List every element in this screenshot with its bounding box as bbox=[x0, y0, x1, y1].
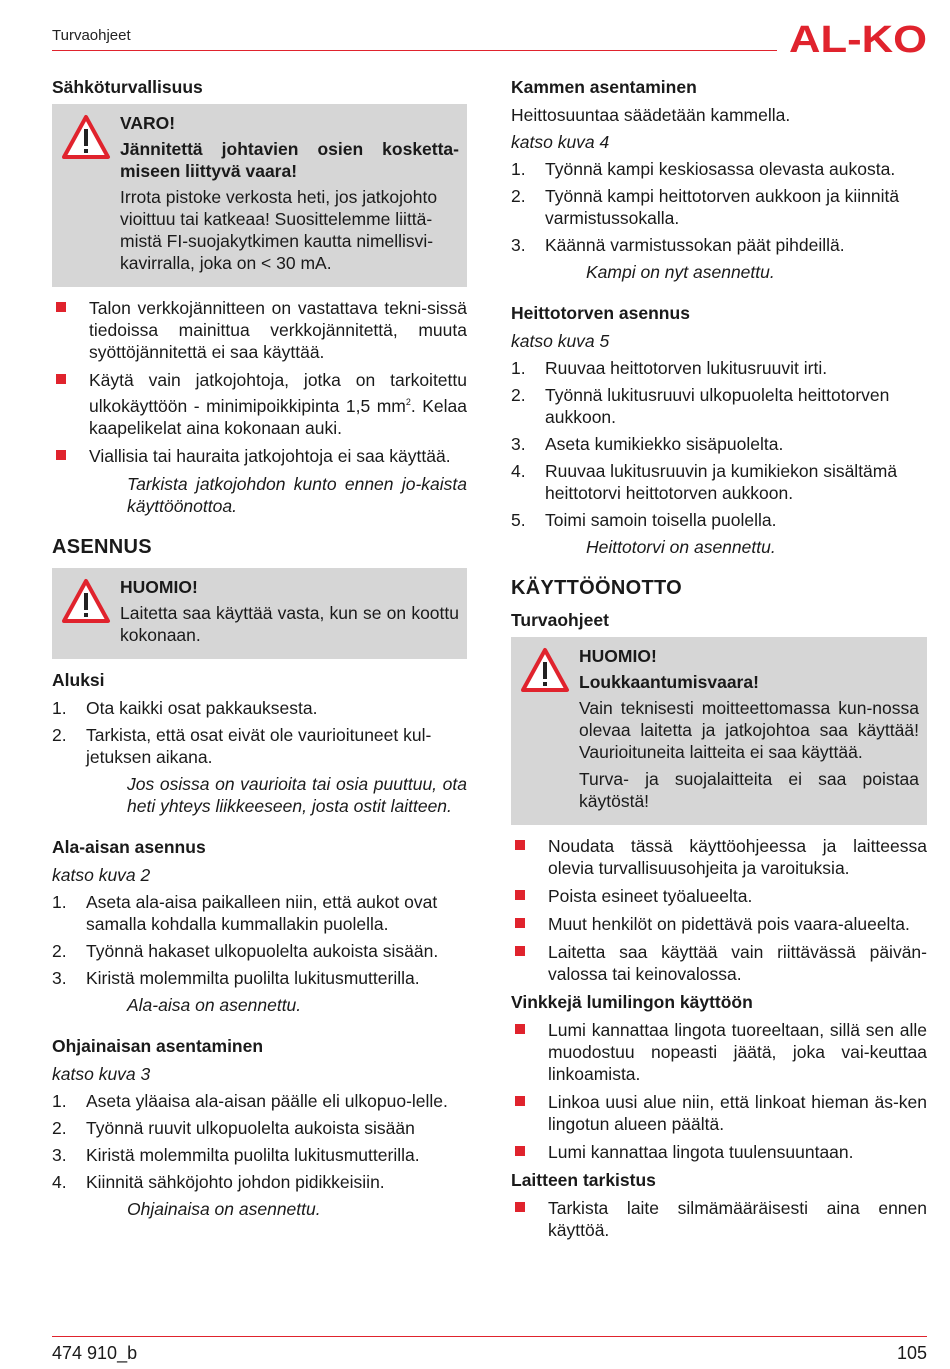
list-item: Noudata tässä käyttöohjeessa ja laitteessa olevia turvallisuusohjeita ja varoituksia. bbox=[511, 835, 927, 879]
warning-triangle-icon bbox=[520, 647, 570, 693]
list-item: 3. Käännä varmistussokan päät pihdeillä. bbox=[511, 235, 845, 255]
bullet-list-check bbox=[511, 1197, 927, 1241]
bullet-square-icon bbox=[515, 946, 525, 956]
warning-box-operation bbox=[511, 637, 927, 825]
figure-reference: katso kuva 3 bbox=[52, 1063, 151, 1084]
list-item: Poista esineet työalueelta. bbox=[511, 885, 927, 907]
header-divider bbox=[52, 50, 777, 51]
bullet-square-icon bbox=[515, 1202, 525, 1212]
warning-label: HUOMIO! bbox=[120, 576, 198, 597]
bullet-square-icon bbox=[515, 1096, 525, 1106]
warning-text: Irrota pistoke verkosta heti, jos jatkojohto vioittuu tai katkeaa! Suosittelemme liittä-mistä FI-suojakytkimen kautta nimellisvi-kavirralla, joka on < 30 mA. bbox=[120, 187, 438, 273]
list-item: 2. Työnnä lukitusruuvi ulkopuolelta heittotorven aukkoon. bbox=[511, 385, 890, 427]
list-item: Laitetta saa käyttää vain riittävässä päivän-valossa tai keinovalossa. bbox=[511, 941, 927, 985]
list-item: Tarkista laite silmämääräisesti aina ennen käyttöä. bbox=[511, 1197, 927, 1241]
warning-triangle-icon bbox=[61, 578, 111, 624]
section-title-handle-bar: Ohjainaisan asentaminen bbox=[52, 1035, 264, 1056]
bullet-square-icon bbox=[515, 840, 525, 850]
list-item: 1. Aseta yläaisa ala-aisan päälle eli ulkopuo-lelle. bbox=[52, 1090, 448, 1111]
intro-text: Heittosuuntaa säädetään kammella. bbox=[511, 105, 791, 125]
bullet-square-icon bbox=[515, 1146, 525, 1156]
warning-triangle-icon bbox=[61, 114, 111, 160]
note-text: Tarkista jatkojohdon kunto ennen jo-kaista käyttöönottoa. bbox=[127, 473, 467, 516]
bullet-square-icon bbox=[56, 450, 66, 460]
superscript: 2 bbox=[405, 397, 411, 407]
warning-headline: Jännitettä johtavien osien kosketta-miseen liittyvä vaara! bbox=[120, 139, 459, 181]
list-item: 1. Aseta ala-aisa paikalleen niin, että aukot ovat samalla kohdalla kummallakin puolella. bbox=[52, 891, 438, 934]
warning-text: Vain teknisesti moitteettomassa kun-nossa olevaa laitetta ja jatkojohtoa saa käyttää! Vaurioituneita laitteita ei saa käyttää. bbox=[579, 698, 919, 762]
right-column bbox=[511, 76, 927, 1247]
result-text: Ala-aisa on asennettu. bbox=[127, 994, 302, 1015]
section-title-crank: Kammen asentaminen bbox=[511, 77, 697, 97]
list-item: 3. Kiristä molemmilta puolilta lukitusmutterilla. bbox=[52, 1144, 420, 1165]
document-number: 474 910_b bbox=[52, 1343, 138, 1363]
warning-label: VARO! bbox=[120, 113, 176, 133]
list-item: 1. Ruuvaa heittotorven lukitusruuvit irti. bbox=[511, 358, 828, 378]
list-item: 2. Työnnä hakaset ulkopuolelta aukoista sisään. bbox=[52, 940, 439, 961]
numbered-list-handle-bar bbox=[52, 1090, 467, 1193]
warning-box-assembly bbox=[52, 568, 467, 659]
list-item: Käytä vain jatkojohtoja, jotka on tarkoitettu ulkokäyttöön - minimipoikkipinta 1,5 $mm^2$. Kelaa kaapelikelat aina kokonaan auki. bbox=[52, 369, 467, 439]
list-item: 2. Työnnä ruuvit ulkopuolelta aukoista sisään bbox=[52, 1117, 415, 1138]
list-item: Viallisia tai hauraita jatkojohtoja ei saa käyttää. bbox=[52, 445, 467, 467]
page-number: 105 bbox=[896, 1343, 927, 1363]
footer-divider bbox=[52, 1336, 927, 1337]
warning-box-electrical bbox=[52, 104, 467, 287]
header-title: Turvaohjeet bbox=[52, 27, 131, 44]
section-title-tips: Vinkkejä lumilingon käyttöön bbox=[511, 992, 753, 1012]
numbered-list-lower-bar bbox=[52, 891, 467, 989]
numbered-list-start bbox=[52, 697, 467, 768]
list-item: Lumi kannattaa lingota tuulensuuntaan. bbox=[511, 1141, 927, 1163]
list-item: 2. Tarkista, että osat eivät ole vaurioituneet kul-jetuksen aikana. bbox=[52, 724, 432, 767]
list-item: 1. Työnnä kampi keskiosassa olevasta aukosta. bbox=[511, 159, 896, 179]
list-item: Talon verkkojännitteen on vastattava tekni-sissä tiedoissa mainittua verkkojännitettä, muuta syöttöjännitettä ei saa käyttää. bbox=[52, 297, 467, 363]
bullet-square-icon bbox=[515, 1024, 525, 1034]
list-item: 4. Ruuvaa lukitusruuvin ja kumikiekon sisältämä heittotorvi heittotorven aukkoon. bbox=[511, 461, 898, 503]
list-item: Lumi kannattaa lingota tuoreeltaan, sillä sen alle muodostuu nopeasti jäätä, joka vai-keuttaa linkoamista. bbox=[511, 1019, 927, 1085]
result-text: Ohjainaisa on asennettu. bbox=[127, 1198, 321, 1219]
bullet-square-icon bbox=[515, 890, 525, 900]
figure-reference: katso kuva 5 bbox=[511, 331, 610, 351]
numbered-list-crank bbox=[511, 158, 927, 256]
figure-reference: katso kuva 2 bbox=[52, 864, 151, 885]
section-title-start: Aluksi bbox=[52, 669, 105, 690]
section-title-lower-bar: Ala-aisan asennus bbox=[52, 836, 206, 857]
section-title-chute: Heittotorven asennus bbox=[511, 303, 690, 323]
section-title-assembly: ASENNUS bbox=[52, 535, 152, 558]
warning-headline: Loukkaantumisvaara! bbox=[579, 672, 759, 692]
bullet-list-electrical bbox=[52, 297, 467, 467]
note-text: Jos osissa on vaurioita tai osia puuttuu, ota heti yhteys liikkeeseen, josta ostit laitteen. bbox=[127, 773, 467, 816]
bullet-square-icon bbox=[56, 374, 66, 384]
left-column bbox=[52, 76, 467, 1225]
list-item: Linkoa uusi alue niin, että linkoat hieman äs-ken lingotun alueen päältä. bbox=[511, 1091, 927, 1135]
bullet-square-icon bbox=[56, 302, 66, 312]
list-item: Muut henkilöt on pidettävä pois vaara-alueelta. bbox=[511, 913, 927, 935]
subsection-title-safety: Turvaohjeet bbox=[511, 610, 609, 630]
alko-logo bbox=[789, 20, 927, 56]
list-item: 3. Kiristä molemmilta puolilta lukitusmutterilla. bbox=[52, 967, 420, 988]
section-title-check: Laitteen tarkistus bbox=[511, 1170, 656, 1190]
bullet-square-icon bbox=[515, 918, 525, 928]
list-item: 5. Toimi samoin toisella puolella. bbox=[511, 510, 777, 530]
warning-text: Laitetta saa käyttää vasta, kun se on koottu kokonaan. bbox=[120, 602, 459, 645]
list-item: 4. Kiinnitä sähköjohto johdon pidikkeisiin. bbox=[52, 1171, 385, 1192]
section-title-electrical: Sähköturvallisuus bbox=[52, 77, 203, 97]
warning-label: HUOMIO! bbox=[579, 646, 657, 666]
bullet-list-tips bbox=[511, 1019, 927, 1163]
numbered-list-chute bbox=[511, 357, 927, 531]
list-item: 1. Ota kaikki osat pakkauksesta. bbox=[52, 697, 318, 718]
warning-text: Turva- ja suojalaitteita ei saa poistaa käytöstä! bbox=[579, 769, 919, 811]
figure-reference: katso kuva 4 bbox=[511, 132, 610, 152]
result-text: Kampi on nyt asennettu. bbox=[586, 262, 775, 282]
logo-text: AL-KO bbox=[789, 20, 927, 56]
list-item: 3. Aseta kumikiekko sisäpuolelta. bbox=[511, 434, 784, 454]
section-title-operation: KÄYTTÖÖNOTTO bbox=[511, 577, 683, 599]
bullet-list-operation bbox=[511, 835, 927, 985]
list-item: 2. Työnnä kampi heittotorven aukkoon ja kiinnitä varmistussokalla. bbox=[511, 186, 900, 228]
result-text: Heittotorvi on asennettu. bbox=[586, 537, 776, 557]
